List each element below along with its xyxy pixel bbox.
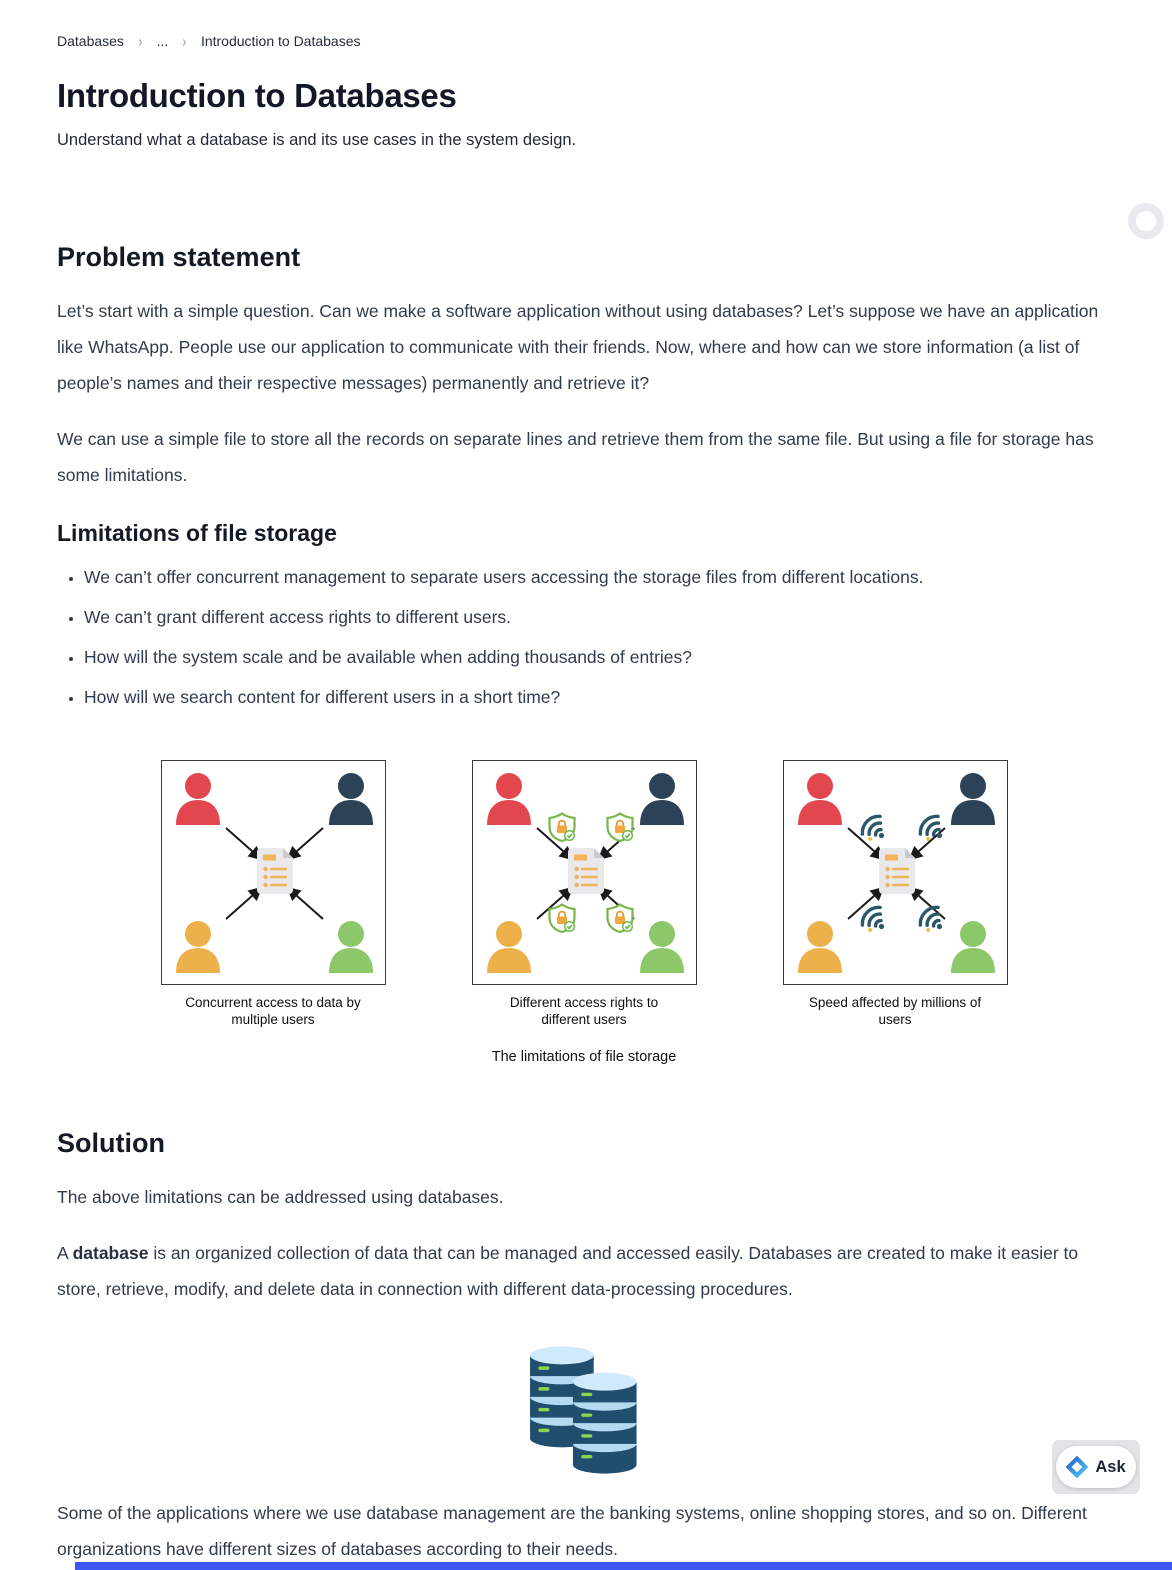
concurrent-access-diagram: [161, 760, 386, 985]
paragraph: The above limitations can be addressed using databases.: [57, 1187, 504, 1207]
user-icon: [329, 921, 373, 973]
limitations-figure: [57, 760, 1111, 1028]
bottom-accent-bar: [75, 1562, 1172, 1570]
figure-caption: The limitations of file storage: [491, 1049, 677, 1065]
diamond-logo-icon: [1066, 1456, 1088, 1478]
user-icon: [176, 773, 220, 825]
list-item: • We can’t offer concurrent management to separate users accessing the storage files from different locations.: [84, 565, 1111, 590]
shield-lock-icon: [607, 905, 632, 933]
figure-item: [472, 760, 697, 1028]
text-run: A: [57, 1243, 73, 1263]
user-icon: [487, 921, 531, 973]
section-heading-solution: Solution: [57, 1128, 165, 1158]
diagram-caption: Concurrent access to data by multiple users: [185, 995, 361, 1027]
file-icon: [879, 848, 915, 894]
paragraph: Let’s start with a simple question. Can we make a software application without using databases? Let’s suppose we have an application like WhatsApp. People use our application to communicate with their friends. Now, where and how can we store information (a list of people’s names and their respective messages) permanently and retrieve it?: [57, 301, 1099, 393]
ask-button[interactable]: [1056, 1446, 1136, 1488]
shield-lock-icon: [607, 814, 632, 842]
text-run: is an organized collection of data that can be managed and accessed easily. Databases are created to make it easier to store, retrieve, modify, and delete data in connection with different data-processing procedures.: [57, 1243, 1079, 1299]
user-icon: [798, 921, 842, 973]
paragraph: We can use a simple file to store all the records on separate lines and retrieve them from the same file. But using a file for storage has some limitations.: [57, 429, 1094, 485]
figure-item: [783, 760, 1008, 1028]
paragraph: Some of the applications where we use database management are the banking systems, online shopping stores, and so on. Different organizations have different sizes of databases according to their needs.: [57, 1503, 1087, 1559]
chevron-right-icon: ›: [182, 31, 187, 51]
diagram-caption: Speed affected by millions of users: [808, 995, 982, 1027]
user-icon: [176, 921, 220, 973]
shield-lock-icon: [549, 814, 574, 842]
breadcrumb: [57, 33, 1111, 49]
user-icon: [798, 773, 842, 825]
breadcrumb-item-collapsed[interactable]: ...: [156, 33, 169, 49]
user-icon: [640, 921, 684, 973]
ask-button-container: [1052, 1440, 1140, 1494]
file-icon: [257, 848, 293, 894]
chevron-right-icon: ›: [138, 31, 143, 51]
database-illustration: [530, 1345, 638, 1475]
list-item: • How will the system scale and be available when adding thousands of entries?: [84, 645, 1111, 670]
user-icon: [640, 773, 684, 825]
user-icon: [951, 921, 995, 973]
paragraph: [57, 1235, 1111, 1307]
diagram-caption: Different access rights to different users: [509, 995, 659, 1027]
breadcrumb-item-current: Introduction to Databases: [200, 33, 361, 49]
limitations-list: [57, 565, 1111, 710]
shield-lock-icon: [549, 905, 574, 933]
ask-button-label: Ask: [1095, 1457, 1126, 1476]
breadcrumb-item-databases[interactable]: Databases: [57, 33, 124, 49]
lesson-content: [57, 0, 1111, 1567]
speed-diagram: [783, 760, 1008, 985]
list-item: • How will we search content for different users in a short time?: [84, 685, 1111, 710]
wifi-icon: [858, 903, 892, 937]
database-cylinders-icon: [530, 1345, 638, 1475]
list-item: • We can’t grant different access rights to different users.: [84, 605, 1111, 630]
user-icon: [329, 773, 373, 825]
section-heading-problem-statement: Problem statement: [57, 242, 301, 272]
page-subtitle: Understand what a database is and its use cases in the system design.: [57, 131, 577, 149]
section-heading-limitations: Limitations of file storage: [57, 520, 337, 546]
user-icon: [951, 773, 995, 825]
page-title: Introduction to Databases: [57, 77, 457, 114]
bold-term-database: database: [72, 1243, 149, 1263]
user-icon: [487, 773, 531, 825]
wifi-icon: [916, 903, 950, 937]
file-icon: [568, 848, 604, 894]
completion-ring-indicator[interactable]: [1128, 203, 1164, 239]
figure-item: [161, 760, 386, 1028]
database-stack-right: [573, 1373, 637, 1474]
access-rights-diagram: [472, 760, 697, 985]
